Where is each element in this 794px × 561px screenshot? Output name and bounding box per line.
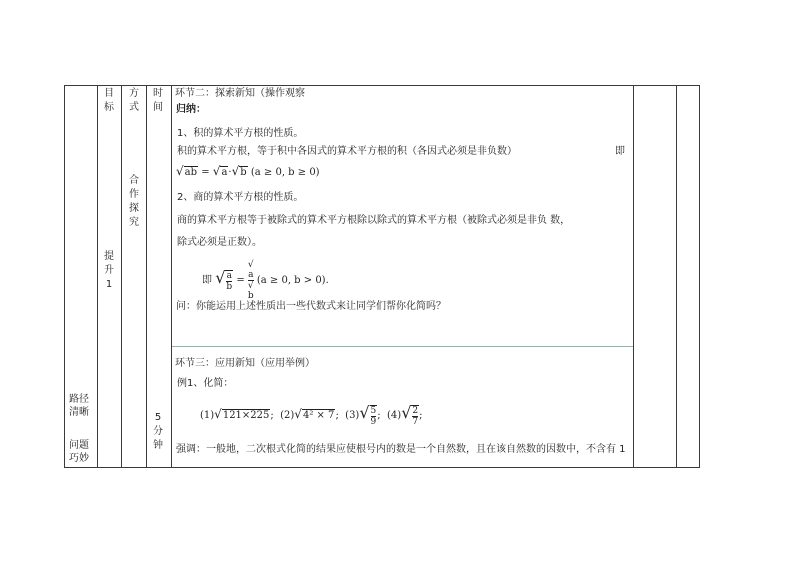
formula-quotient: 即 √ $\frac{a}{b}$ = √ a √ b (a ≥ 0, b > 0). [202, 260, 329, 301]
formula-product: √ab = √a·√b (a ≥ 0, b ≥ 0) [176, 164, 320, 178]
target-col-text: 提升1 [104, 251, 114, 290]
left-col-text-1: 路径清晰 [69, 394, 89, 418]
col-border-1 [97, 85, 98, 468]
table-bottom-border [64, 467, 699, 468]
col-border-6 [676, 85, 677, 468]
formula1-b: b [240, 167, 247, 178]
formula1-condition: (a ≥ 0, b ≥ 0) [250, 167, 320, 178]
column-header-target: 目标 [104, 88, 114, 113]
col-border-3 [146, 85, 147, 468]
left-col-text-2: 问题巧妙 [69, 440, 89, 464]
col-border-2 [121, 85, 122, 468]
col-border-0 [64, 85, 65, 468]
section2-question: 问：你能运用上述性质出一些代数式来让同学们帮你化简吗？ [176, 301, 446, 312]
section2-title: 环节二：探索新知（操作观察 [175, 88, 305, 99]
col-border-7 [699, 85, 700, 468]
section-divider [172, 346, 633, 347]
col-border-4 [171, 85, 172, 468]
point2-title: 2、商的算术平方根的性质。 [177, 192, 304, 203]
section2-summary: 归纳： [176, 104, 206, 115]
section3-note: 强调：一般地，二次根式化简的结果应使根号内的数是一个自然数，且在该自然数的因数中，不含有 1 [176, 444, 626, 455]
method-col-text: 合作探究 [129, 175, 139, 228]
point1-title: 1、积的算术平方根的性质。 [177, 128, 304, 139]
formula1-a: a [221, 167, 228, 178]
time-col-minutes: 5分钟 [153, 412, 163, 451]
point1-ji: 即 [615, 146, 625, 157]
column-header-time: 时间 [153, 88, 163, 113]
point2-text-2: 除式必须是正数）。 [177, 237, 262, 248]
example-expressions: (1)√121×225; (2)√4² × 7; (3)√ $\frac{5}{9}$ ; (4)√ $\frac{2}{7}$ ; [200, 403, 423, 427]
formula1-lhs: ab [184, 167, 198, 178]
col-border-5 [633, 85, 634, 468]
section3-title: 环节三：应用新知（应用举例） [175, 358, 315, 369]
section3-example: 例1、化简： [177, 378, 234, 389]
point2-text-1: 商的算术平方根等于被除式的算术平方根除以除式的算术平方根（被除式必须是非负 数， [177, 215, 571, 226]
column-header-method: 方式 [129, 88, 139, 113]
table-top-border [64, 85, 699, 86]
formula2-condition: (a ≥ 0, b > 0). [256, 275, 329, 286]
point1-text: 积的算术平方根，等于积中各因式的算术平方根的积（各因式必须是非负数） [177, 146, 517, 157]
